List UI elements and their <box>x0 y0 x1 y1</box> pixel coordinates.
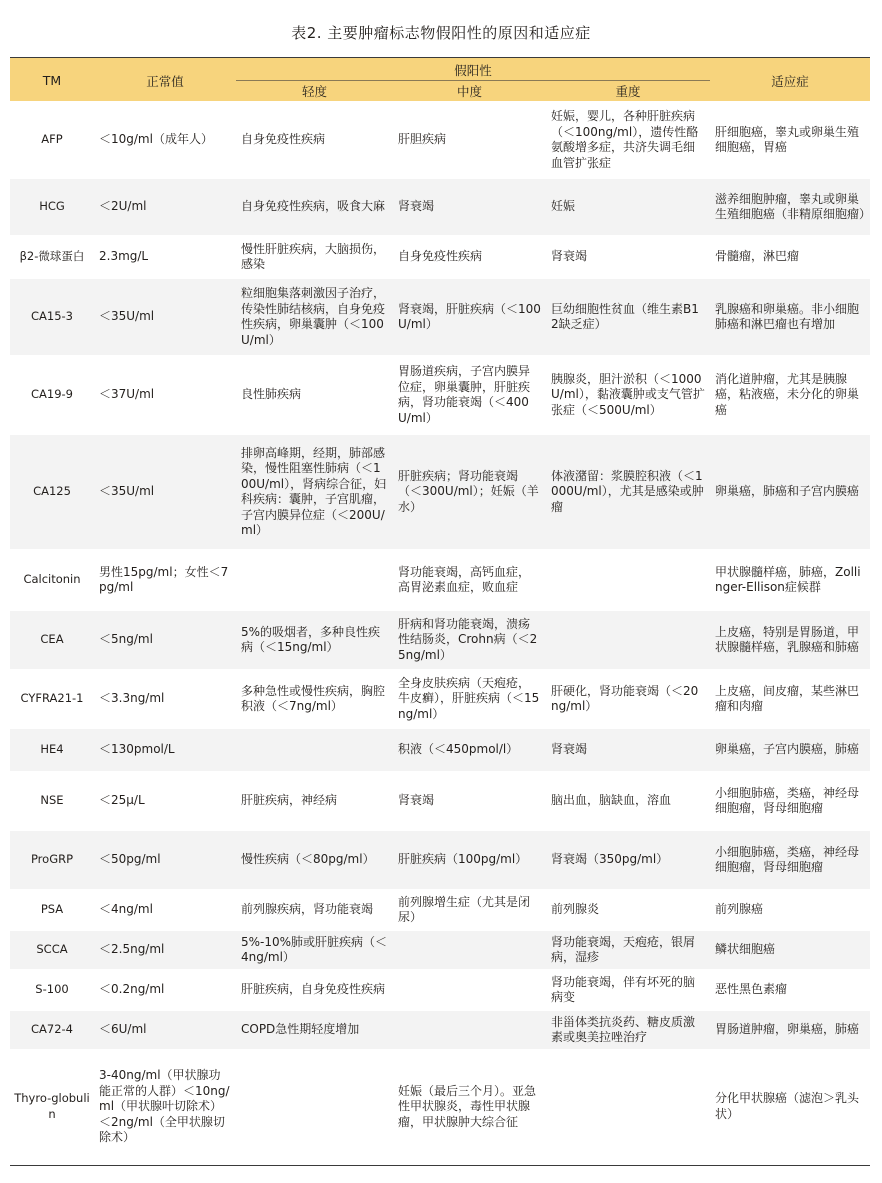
cell-mild: 肝脏疾病，自身免疫性疾病 <box>236 969 393 1011</box>
tumor-marker-table <box>10 57 870 1166</box>
cell-mild <box>236 729 393 771</box>
cell-tm: CA125 <box>10 435 94 549</box>
cell-normal-value: ＜25μ/L <box>94 771 236 831</box>
table-row <box>10 279 870 355</box>
cell-severe: 肾功能衰竭，天疱疮，银屑病，湿疹 <box>546 931 710 969</box>
cell-indication: 骨髓瘤，淋巴瘤 <box>710 235 870 279</box>
table-header <box>10 58 870 102</box>
cell-severe <box>546 1049 710 1165</box>
cell-tm: CA72-4 <box>10 1011 94 1049</box>
table-row <box>10 179 870 235</box>
cell-tm: Thyro-globulin <box>10 1049 94 1165</box>
cell-normal-value: ＜0.2ng/ml <box>94 969 236 1011</box>
cell-mild: 5%的吸烟者，多种良性疾病（＜15ng/ml） <box>236 611 393 669</box>
cell-indication: 小细胞肺癌，类癌，神经母细胞瘤，肾母细胞瘤 <box>710 831 870 889</box>
cell-severe: 肾衰竭 <box>546 729 710 771</box>
cell-normal-value: ＜130pmol/L <box>94 729 236 771</box>
cell-tm: NSE <box>10 771 94 831</box>
cell-indication: 上皮癌，特别是胃肠道，甲状腺髓样癌，乳腺癌和肺癌 <box>710 611 870 669</box>
header-mild: 轻度 <box>236 80 393 101</box>
table-row <box>10 1049 870 1165</box>
cell-severe: 妊娠 <box>546 179 710 235</box>
table-row <box>10 235 870 279</box>
cell-normal-value: ＜5ng/ml <box>94 611 236 669</box>
cell-tm: CEA <box>10 611 94 669</box>
cell-moderate: 前列腺增生症（尤其是闭尿） <box>393 889 546 931</box>
cell-severe: 巨幼细胞性贫血（维生素B12缺乏症） <box>546 279 710 355</box>
cell-mild: 粒细胞集落刺激因子治疗，传染性肺结核病，自身免疫性疾病，卵巢囊肿（＜100U/ml） <box>236 279 393 355</box>
cell-mild: 5%-10%肺或肝脏疾病（＜4ng/ml） <box>236 931 393 969</box>
table-body <box>10 101 870 1165</box>
cell-normal-value: ＜50pg/ml <box>94 831 236 889</box>
cell-tm: S-100 <box>10 969 94 1011</box>
cell-moderate: 肝脏疾病；肾功能衰竭（＜300U/ml）；妊娠（羊水） <box>393 435 546 549</box>
cell-tm: HCG <box>10 179 94 235</box>
cell-mild <box>236 1049 393 1165</box>
cell-indication: 乳腺癌和卵巢癌。非小细胞肺癌和淋巴瘤也有增加 <box>710 279 870 355</box>
cell-moderate: 肾功能衰竭，高钙血症，高胃泌素血症，败血症 <box>393 549 546 611</box>
cell-severe: 肝硬化，肾功能衰竭（＜20ng/ml） <box>546 669 710 729</box>
cell-tm: HE4 <box>10 729 94 771</box>
cell-indication: 胃肠道肿瘤，卵巢癌，肺癌 <box>710 1011 870 1049</box>
cell-normal-value: ＜10g/ml（成年人） <box>94 101 236 179</box>
table-row <box>10 831 870 889</box>
cell-tm: AFP <box>10 101 94 179</box>
table-title: 表2. 主要肿瘤标志物假阳性的原因和适应症 <box>291 24 591 42</box>
table-row <box>10 729 870 771</box>
cell-mild: 自身免疫性疾病，吸食大麻 <box>236 179 393 235</box>
cell-moderate: 肝病和肾功能衰竭，溃疡性结肠炎，Crohn病（＜25ng/ml） <box>393 611 546 669</box>
cell-indication: 肝细胞癌，睾丸或卵巢生殖细胞癌，胃癌 <box>710 101 870 179</box>
header-false-positive: 假阳性 <box>236 58 710 80</box>
cell-severe: 肾衰竭 <box>546 235 710 279</box>
cell-severe: 非甾体类抗炎药、糖皮质激素或奥美拉唑治疗 <box>546 1011 710 1049</box>
cell-normal-value: ＜37U/ml <box>94 355 236 435</box>
cell-normal-value: ＜4ng/ml <box>94 889 236 931</box>
table-row <box>10 969 870 1011</box>
cell-indication: 前列腺癌 <box>710 889 870 931</box>
table-row <box>10 355 870 435</box>
cell-severe: 前列腺炎 <box>546 889 710 931</box>
cell-normal-value: ＜35U/ml <box>94 435 236 549</box>
cell-moderate: 肾衰竭 <box>393 179 546 235</box>
cell-normal-value: ＜3.3ng/ml <box>94 669 236 729</box>
header-moderate: 中度 <box>393 80 546 101</box>
cell-tm: CA19-9 <box>10 355 94 435</box>
cell-indication: 消化道肿瘤，尤其是胰腺癌，粘液癌，未分化的卵巢癌 <box>710 355 870 435</box>
cell-moderate <box>393 1011 546 1049</box>
cell-normal-value: 男性15pg/ml；女性＜7pg/ml <box>94 549 236 611</box>
cell-severe: 胰腺炎，胆汁淤积（＜1000U/ml），黏液囊肿或支气管扩张症（＜500U/ml） <box>546 355 710 435</box>
cell-moderate: 胃肠道疾病，子宫内膜异位症，卵巢囊肿，肝脏疾病，肾功能衰竭（＜400U/ml） <box>393 355 546 435</box>
cell-moderate <box>393 969 546 1011</box>
cell-normal-value: 3-40ng/ml（甲状腺功能正常的人群）＜10ng/ml（甲状腺叶切除术）＜2ng/ml（全甲状腺切除术） <box>94 1049 236 1165</box>
header-indication: 适应症 <box>710 58 870 102</box>
cell-mild: 慢性疾病（＜80pg/ml） <box>236 831 393 889</box>
cell-indication: 恶性黑色素瘤 <box>710 969 870 1011</box>
cell-moderate: 自身免疫性疾病 <box>393 235 546 279</box>
table-row <box>10 889 870 931</box>
cell-moderate <box>393 931 546 969</box>
cell-indication: 鳞状细胞癌 <box>710 931 870 969</box>
header-tm: TM <box>10 58 94 102</box>
cell-indication: 卵巢癌，肺癌和子宫内膜癌 <box>710 435 870 549</box>
cell-tm: CA15-3 <box>10 279 94 355</box>
cell-moderate: 肾衰竭 <box>393 771 546 831</box>
table-row <box>10 101 870 179</box>
cell-mild: 良性肺疾病 <box>236 355 393 435</box>
cell-normal-value: ＜2U/ml <box>94 179 236 235</box>
cell-mild: 排卵高峰期，经期，肺部感染，慢性阻塞性肺病（＜100U/ml），肾病综合征，妇科疾病：囊肿，子宫肌瘤，子宫内膜异位症（＜200U/ml） <box>236 435 393 549</box>
header-severe: 重度 <box>546 80 710 101</box>
cell-mild: 肝脏疾病，神经病 <box>236 771 393 831</box>
cell-moderate: 妊娠（最后三个月）。亚急性甲状腺炎，毒性甲状腺瘤，甲状腺肿大综合征 <box>393 1049 546 1165</box>
table-row <box>10 931 870 969</box>
cell-severe <box>546 549 710 611</box>
cell-severe <box>546 611 710 669</box>
table-row <box>10 611 870 669</box>
cell-normal-value: 2.3mg/L <box>94 235 236 279</box>
table-row <box>10 1011 870 1049</box>
cell-severe: 妊娠，婴儿，各种肝脏疾病（＜100ng/ml），遗传性酪氨酸增多症，共济失调毛细血管扩张症 <box>546 101 710 179</box>
cell-normal-value: ＜35U/ml <box>94 279 236 355</box>
cell-tm: ProGRP <box>10 831 94 889</box>
cell-normal-value: ＜6U/ml <box>94 1011 236 1049</box>
cell-moderate: 全身皮肤疾病（天疱疮，牛皮癣），肝脏疾病（＜15ng/ml） <box>393 669 546 729</box>
cell-mild <box>236 549 393 611</box>
cell-severe: 脑出血，脑缺血，溶血 <box>546 771 710 831</box>
cell-mild: 前列腺疾病，肾功能衰竭 <box>236 889 393 931</box>
table-row <box>10 549 870 611</box>
cell-indication: 小细胞肺癌，类癌，神经母细胞瘤，肾母细胞瘤 <box>710 771 870 831</box>
cell-indication: 滋养细胞肿瘤，睾丸或卵巢生殖细胞癌（非精原细胞瘤） <box>710 179 870 235</box>
cell-mild: COPD急性期轻度增加 <box>236 1011 393 1049</box>
cell-moderate: 肝胆疾病 <box>393 101 546 179</box>
cell-moderate: 肾衰竭，肝脏疾病（＜100U/ml） <box>393 279 546 355</box>
cell-indication: 上皮癌，间皮瘤，某些淋巴瘤和肉瘤 <box>710 669 870 729</box>
cell-moderate: 肝脏疾病（100pg/ml） <box>393 831 546 889</box>
header-normal-value: 正常值 <box>94 58 236 102</box>
table-row <box>10 771 870 831</box>
cell-tm: PSA <box>10 889 94 931</box>
cell-moderate: 积液（＜450pmol/l） <box>393 729 546 771</box>
cell-tm: β2-微球蛋白 <box>10 235 94 279</box>
cell-severe: 体液潴留：浆膜腔积液（＜1000U/ml），尤其是感染或肿瘤 <box>546 435 710 549</box>
cell-tm: SCCA <box>10 931 94 969</box>
cell-severe: 肾衰竭（350pg/ml） <box>546 831 710 889</box>
table-row <box>10 669 870 729</box>
cell-mild: 慢性肝脏疾病，大脑损伤，感染 <box>236 235 393 279</box>
cell-indication: 甲状腺髓样癌，肺癌，Zollinger-Ellison症候群 <box>710 549 870 611</box>
cell-tm: CYFRA21-1 <box>10 669 94 729</box>
cell-normal-value: ＜2.5ng/ml <box>94 931 236 969</box>
cell-mild: 多种急性或慢性疾病，胸腔积液（＜7ng/ml） <box>236 669 393 729</box>
cell-tm: Calcitonin <box>10 549 94 611</box>
cell-indication: 卵巢癌，子宫内膜癌，肺癌 <box>710 729 870 771</box>
cell-mild: 自身免疫性疾病 <box>236 101 393 179</box>
cell-indication: 分化甲状腺癌（滤泡＞乳头状） <box>710 1049 870 1165</box>
cell-severe: 肾功能衰竭，伴有坏死的脑病变 <box>546 969 710 1011</box>
table-row <box>10 435 870 549</box>
